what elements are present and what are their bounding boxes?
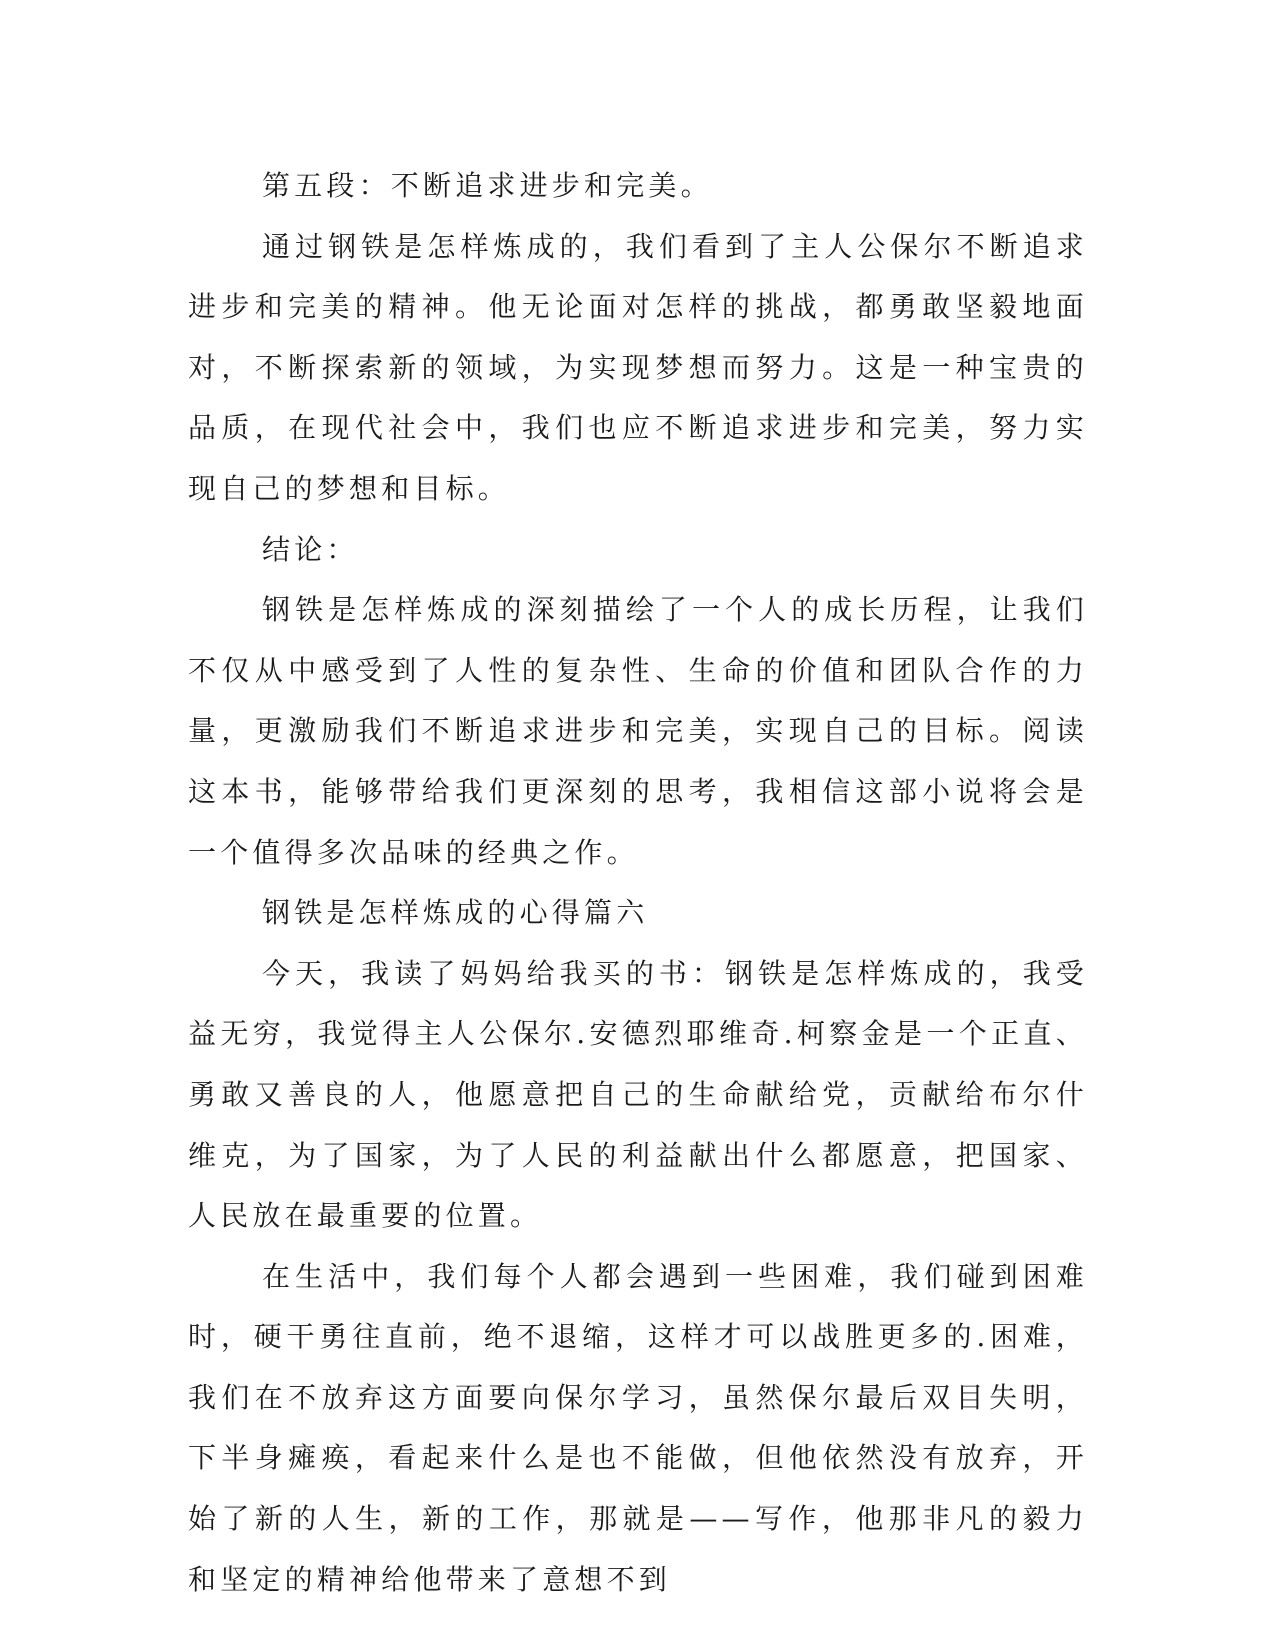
paragraph-essay-six-body: 在生活中，我们每个人都会遇到一些困难，我们碰到困难时，硬干勇往直前，绝不退缩，这样才可以战胜更多的.困难，我们在不放弃这方面要向保尔学习，虽然保尔最后双目失明，下半身瘫痪，看起来什么是也不能做，但他依然没有放弃，开始了新的人生，新的工作，那就是——写作，他那非凡的毅力和坚定的精神给他带来了意想不到 <box>188 1259 1088 1596</box>
paragraph-conclusion-heading: 结论： <box>262 532 359 566</box>
paragraph-conclusion-body: 钢铁是怎样炼成的深刻描绘了一个人的成长历程，让我们不仅从中感受到了人性的复杂性、生命的价值和团队合作的力量，更激励我们不断追求进步和完美，实现自己的目标。阅读这本书，能够带给我们更深刻的思考，我相信这部小说将会是一个值得多次品味的经典之作。 <box>188 593 1088 869</box>
document-body <box>188 156 1088 1610</box>
paragraph-essay-six-intro: 今天，我读了妈妈给我买的书：钢铁是怎样炼成的，我受益无穷，我觉得主人公保尔.安德烈耶维奇.柯察金是一个正直、勇敢又善良的人，他愿意把自己的生命献给党，贡献给布尔什维克，为了国家，为了人民的利益献出什么都愿意，把国家、人民放在最重要的位置。 <box>188 956 1088 1233</box>
paragraph-section-five-body: 通过钢铁是怎样炼成的，我们看到了主人公保尔不断追求进步和完美的精神。他无论面对怎样的挑战，都勇敢坚毅地面对，不断探索新的领域，为实现梦想而努力。这是一种宝贵的品质，在现代社会中，我们也应不断追求进步和完美，努力实现自己的梦想和目标。 <box>188 229 1088 505</box>
paragraph-essay-six-title: 钢铁是怎样炼成的心得篇六 <box>262 896 649 930</box>
paragraph-section-five-heading: 第五段：不断追求进步和完美。 <box>262 169 713 202</box>
